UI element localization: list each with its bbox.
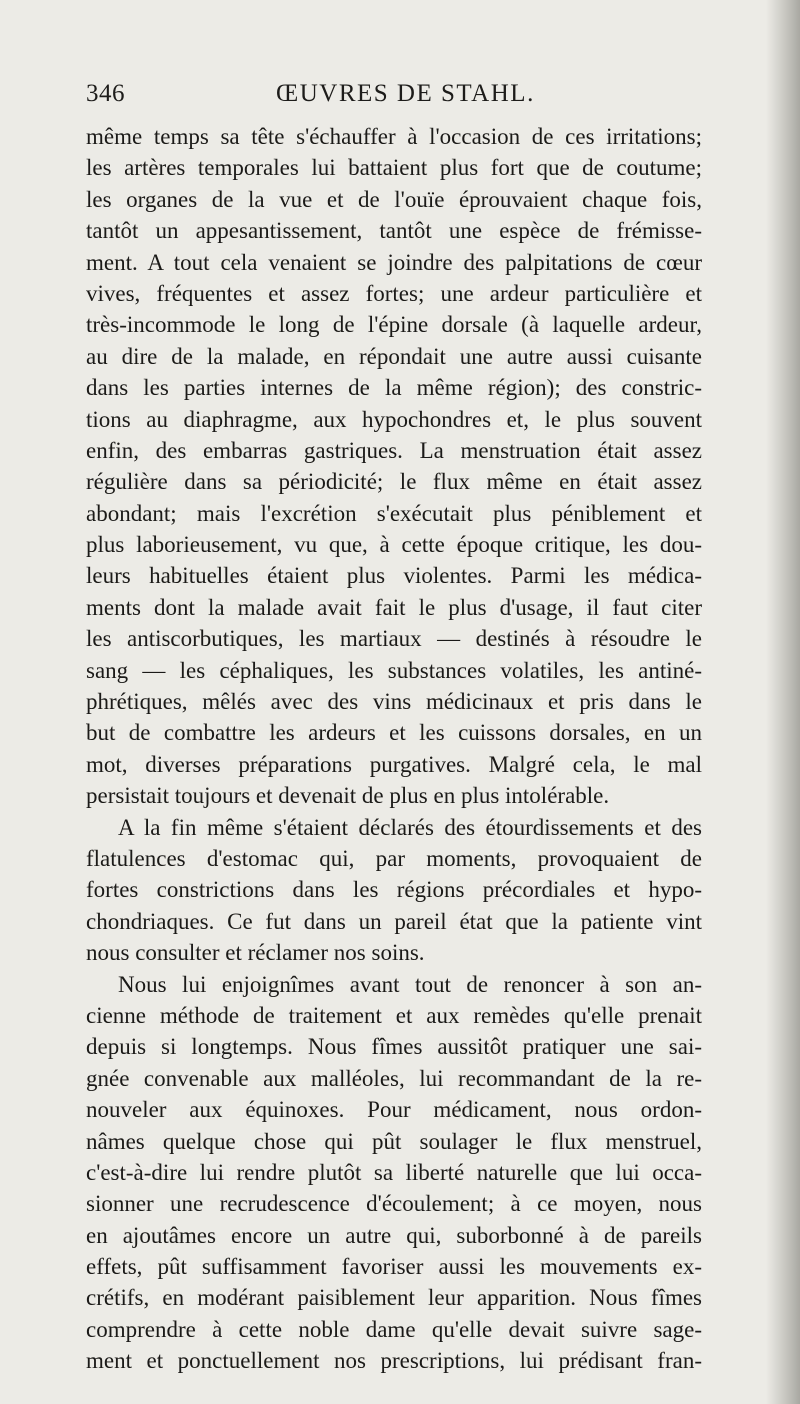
text-line: nâmes quelque chose qui pût soulager le flux menstruel, — [86, 1128, 702, 1154]
text-line: ment. A tout cela venaient se joindre des palpitations de cœur — [86, 249, 702, 275]
text-line: nouveler aux équinoxes. Pour médicament, nous ordon- — [86, 1097, 702, 1123]
text-line: comprendre à cette noble dame qu'elle devait suivre sage- — [86, 1316, 702, 1342]
text-line: fortes constrictions dans les régions précordiales et hypo- — [86, 877, 702, 903]
text-line: plus laborieusement, vu que, à cette époque critique, les dou- — [86, 532, 702, 558]
text-line: crétifs, en modérant paisiblement leur apparition. Nous fîmes — [86, 1285, 702, 1311]
text-line: les antiscorbutiques, les martiaux — destinés à résoudre le — [86, 626, 702, 652]
text-line: enfin, des embarras gastriques. La menstruation était assez — [86, 437, 702, 463]
text-line: ment et ponctuellement nos prescriptions, lui prédisant fran- — [86, 1348, 702, 1374]
body-text — [86, 121, 702, 1377]
paragraph-start-line: A la fin même s'étaient déclarés des étourdissements et des — [118, 814, 702, 840]
text-line: très-incommode le long de l'épine dorsale (à laquelle ardeur, — [86, 312, 702, 338]
text-line: sang — les céphaliques, les substances volatiles, les antiné- — [86, 657, 702, 683]
paragraph-start-line: Nous lui enjoignîmes avant tout de renoncer à son an- — [118, 971, 702, 997]
text-line: leurs habituelles étaient plus violentes. Parmi les médica- — [86, 563, 702, 589]
text-line: tions au diaphragme, aux hypochondres et, le plus souvent — [86, 406, 702, 432]
text-line: chondriaques. Ce fut dans un pareil état que la patiente vint — [86, 908, 702, 934]
text-line: même temps sa tête s'échauffer à l'occasion de ces irritations; — [86, 124, 702, 149]
text-line: les artères temporales lui battaient plus fort que de coutume; — [86, 155, 702, 181]
text-line: en ajoutâmes encore un autre qui, suborbonné à de pareils — [86, 1222, 702, 1248]
page-edge-shadow — [766, 0, 800, 1404]
running-title: ŒUVRES DE STAHL. — [276, 80, 535, 107]
text-line: nous consulter et réclamer nos soins. — [86, 940, 425, 966]
text-line: mot, diverses préparations purgatives. Malgré cela, le mal — [86, 751, 702, 777]
text-line: phrétiques, mêlés avec des vins médicinaux et pris dans le — [86, 689, 702, 715]
text-line: c'est-à-dire lui rendre plutôt sa liberté naturelle que lui occa- — [86, 1159, 702, 1185]
text-line: sionner une recrudescence d'écoulement; à ce moyen, nous — [86, 1191, 702, 1217]
text-line: gnée convenable aux malléoles, lui recommandant de la re- — [86, 1065, 702, 1091]
text-line: dans les parties internes de la même région); des constric- — [86, 375, 702, 401]
text-line: but de combattre les ardeurs et les cuissons dorsales, en un — [86, 720, 702, 746]
text-line: persistait toujours et devenait de plus en plus intolérable. — [86, 783, 610, 809]
text-line: cienne méthode de traitement et aux remèdes qu'elle prenait — [86, 1002, 702, 1028]
page-header — [86, 80, 700, 120]
page-number: 346 — [86, 80, 125, 107]
text-line: depuis si longtemps. Nous fîmes aussitôt pratiquer une sai- — [86, 1034, 702, 1060]
text-line: tantôt un appesantissement, tantôt une espèce de frémisse- — [86, 218, 702, 244]
text-line: effets, pût suffisamment favoriser aussi les mouvements ex- — [86, 1254, 702, 1280]
text-line: vives, fréquentes et assez fortes; une ardeur particulière et — [86, 280, 702, 306]
text-line: régulière dans sa périodicité; le flux même en était assez — [86, 469, 702, 495]
text-line: au dire de la malade, en répondait une autre aussi cuisante — [86, 343, 702, 369]
text-line: ments dont la malade avait fait le plus d'usage, il faut citer — [86, 594, 702, 620]
text-line: flatulences d'estomac qui, par moments, provoquaient de — [86, 845, 702, 871]
text-line: abondant; mais l'excrétion s'exécutait plus péniblement et — [86, 500, 702, 526]
text-line: les organes de la vue et de l'ouïe éprouvaient chaque fois, — [86, 186, 702, 212]
